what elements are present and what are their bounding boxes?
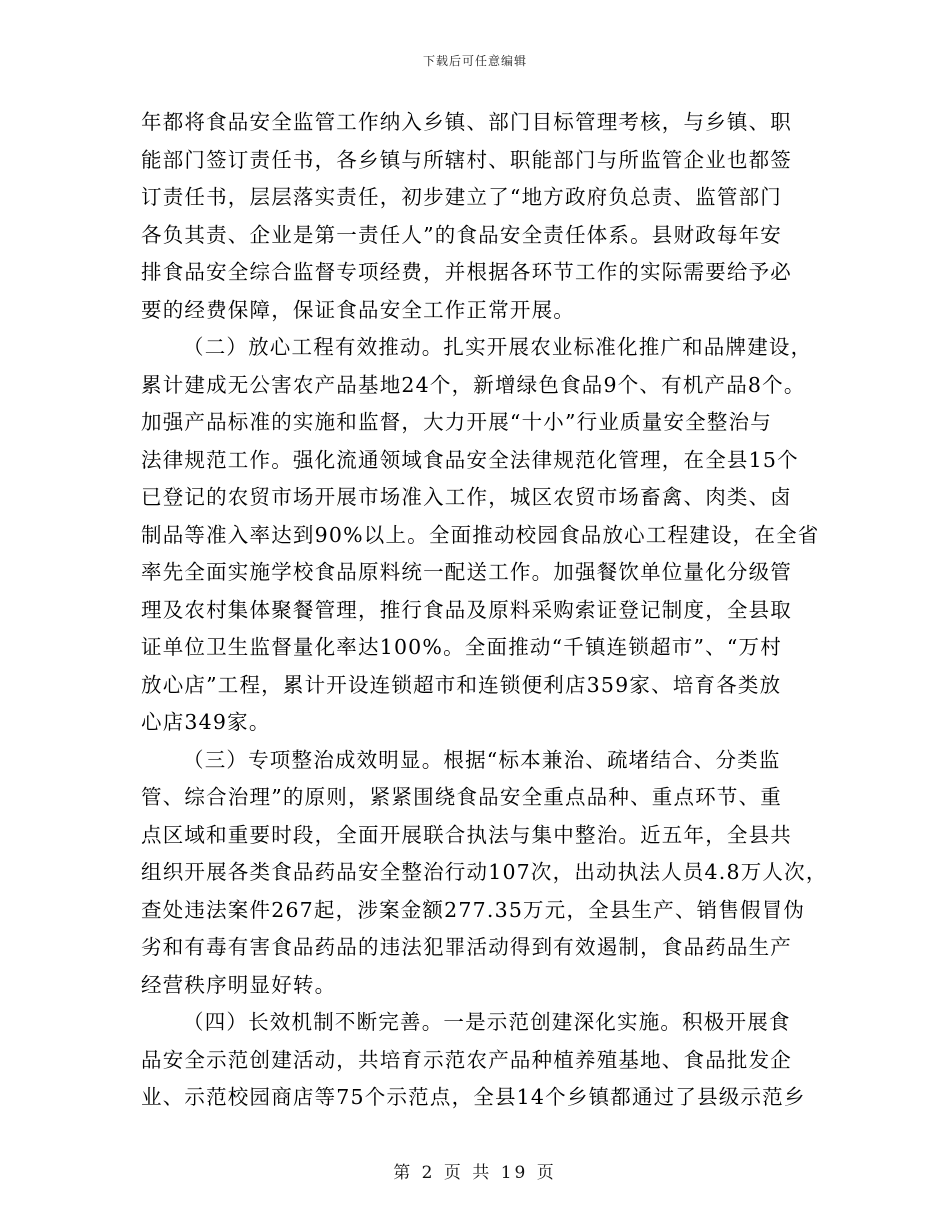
text-line: 要的经费保障，保证食品安全工作正常开展。	[141, 297, 575, 322]
text-line: 证单位卫生监督量化率达100%。全面推动“千镇连锁超市”、“万村	[141, 635, 782, 659]
text-line: 累计建成无公害农产品基地24个，新增绿色食品9个、有机产品8个。	[141, 372, 806, 397]
text-line: 订责任书，层层落实责任，初步建立了“地方政府负总责、监管部门	[141, 185, 782, 209]
paragraph-start-line: （三）专项整治成效明显。根据“标本兼治、疏堵结合、分类监	[183, 747, 781, 772]
text-line: 心店349家。	[141, 710, 271, 734]
text-line: 理及农村集体聚餐管理，推行食品及原料采购索证登记制度，全县取	[141, 597, 792, 622]
text-line: 制品等准入率达到90%以上。全面推动校园食品放心工程建设，在全省	[141, 522, 820, 547]
text-line: 劣和有毒有害食品药品的违法犯罪活动得到有效遏制，食品药品生产	[141, 935, 792, 959]
text-line: 点区域和重要时段，全面开展联合执法与集中整治。近五年，全县共	[141, 822, 792, 847]
paragraph-start-line: （二）放心工程有效推动。扎实开展农业标准化推广和品牌建设，	[183, 335, 813, 359]
text-line: 业、示范校园商店等75个示范点，全县14个乡镇都通过了县级示范乡	[141, 1085, 806, 1109]
text-line: 放心店”工程，累计开设连锁超市和连锁便利店359家、培育各类放	[141, 672, 782, 697]
text-line: 率先全面实施学校食品原料统一配送工作。加强餐饮单位量化分级管	[141, 560, 792, 584]
text-line: 年都将食品安全监管工作纳入乡镇、部门目标管理考核，与乡镇、职	[141, 110, 792, 134]
body-text	[141, 104, 831, 1117]
text-line: 已登记的农贸市场开展市场准入工作，城区农贸市场畜禽、肉类、卤	[141, 485, 792, 509]
text-line: 查处违法案件267起，涉案金额277.35万元，全县生产、销售假冒伪	[141, 897, 806, 922]
text-line: 加强产品标准的实施和监督，大力开展“十小”行业质量安全整治与	[141, 410, 772, 434]
text-line: 各负其责、企业是第一责任人”的食品安全责任体系。县财政每年安	[141, 222, 782, 247]
text-line: 管、综合治理”的原则，紧紧围绕食品安全重点品种、重点环节、重	[141, 785, 782, 809]
text-line: 能部门签订责任书，各乡镇与所辖村、职能部门与所监管企业也都签	[141, 147, 792, 172]
page-header: 下载后可任意编辑	[422, 54, 527, 68]
text-line: 排食品安全综合监督专项经费，并根据各环节工作的实际需要给予必	[141, 260, 792, 284]
text-line: 组织开展各类食品药品安全整治行动107次，出动执法人员4.8万人次，	[141, 860, 828, 884]
paragraph-start-line: （四）长效机制不断完善。一是示范创建深化实施。积极开展食	[183, 1010, 791, 1034]
page-footer: 第 2 页 共 19 页	[393, 1163, 557, 1183]
text-line: 法律规范工作。强化流通领域食品安全法律规范化管理，在全县15个	[141, 447, 799, 472]
text-line: 经营秩序明显好转。	[141, 972, 337, 997]
text-line: 品安全示范创建活动，共培育示范农产品种植养殖基地、食品批发企	[141, 1047, 792, 1072]
